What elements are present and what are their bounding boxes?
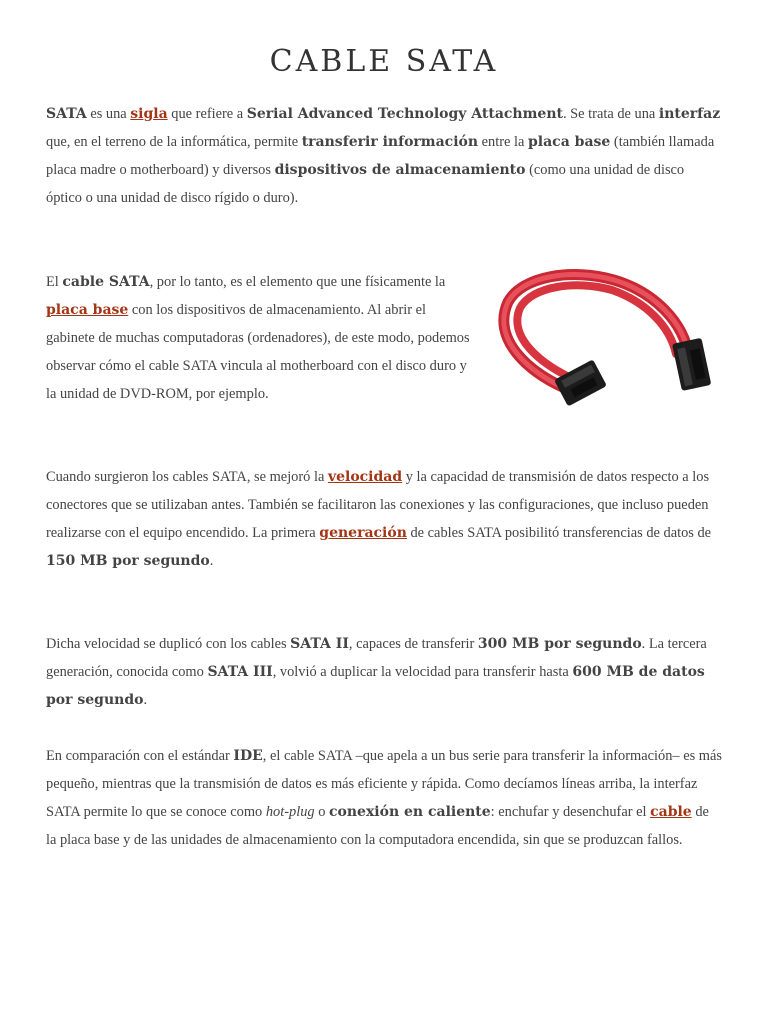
term-sata-ii: SATA II (290, 636, 349, 652)
text: . (209, 553, 214, 569)
text: , el cable SATA –que apela a un bus serie para transferir la información– es más pequeño, mientras que la transmisión de datos es más eficiente y rápida. Como decíamos líneas arriba, la interfaz SATA permite lo que se conoce como (46, 748, 722, 820)
text: que, en el terreno de la informática, permite (46, 134, 302, 150)
term-hot-plug: hot-plug (265, 804, 315, 820)
term-conexion-caliente: conexión en caliente (329, 804, 491, 820)
term-sata-iii: SATA III (207, 664, 273, 680)
text: . Se trata de una (562, 106, 659, 122)
text: es una (86, 106, 131, 122)
link-generacion[interactable]: generación (319, 525, 407, 541)
term-ide: IDE (233, 748, 263, 764)
term-300mb: 300 MB por segundo (477, 636, 642, 652)
paragraph-cable-sata (46, 268, 474, 408)
text: , volvió a duplicar la velocidad para transferir hasta (272, 664, 573, 680)
paragraph-velocidad (46, 463, 732, 575)
text: entre la (478, 134, 528, 150)
text: , por lo tanto, es el elemento que une físicamente la (149, 274, 446, 290)
text: que refiere a (167, 106, 247, 122)
link-cable[interactable]: cable (650, 804, 692, 820)
term-150mb: 150 MB por segundo (46, 553, 210, 569)
paragraph-intro (46, 100, 722, 212)
text: con los dispositivos de almacenamiento. Al abrir el gabinete de muchas computadoras (ordenadores), de este modo, podemos observar cómo el cable SATA vincula al motherboard con el disco duro y la unidad de DVD-ROM, por ejemplo. (46, 302, 470, 402)
page-title: CABLE SATA (269, 44, 499, 79)
link-sigla[interactable]: sigla (130, 106, 168, 122)
text: o (314, 804, 330, 820)
term-sata: SATA (46, 106, 87, 122)
text: Dicha velocidad se duplicó con los cables (46, 636, 291, 652)
text: : enchufar y desenchufar el (490, 804, 651, 820)
text: de cables SATA posibilitó transferencias de datos de (406, 525, 712, 541)
link-placa-base[interactable]: placa base (46, 302, 129, 318)
text: . (143, 692, 148, 708)
link-velocidad[interactable]: velocidad (327, 469, 403, 485)
sata-cable-image (484, 262, 720, 432)
term-dispositivos: dispositivos de almacenamiento (274, 162, 526, 178)
term-placa-base: placa base (528, 134, 611, 150)
text: (como una unidad de disco óptico o una unidad de disco rígido o duro). (46, 162, 685, 206)
text: y la capacidad de transmisión de datos respecto a los conectores que se utilizaban antes. También se facilitaron las conexiones y las configuraciones, que incluso pueden realizarse con el equipo encendido. La primera (46, 469, 710, 541)
text: En comparación con el estándar (46, 748, 234, 764)
text: Cuando surgieron los cables SATA, se mejoró la (46, 469, 328, 485)
text: El (46, 274, 63, 290)
term-serial-ata: Serial Advanced Technology Attachment (246, 106, 563, 122)
sata-cable-icon (484, 262, 720, 432)
term-interfaz: interfaz (658, 106, 721, 122)
term-transferir: transferir información (301, 134, 479, 150)
text: de la placa base y de las unidades de almacenamiento con la computadora encendida, sin que se produzcan fallos. (46, 804, 709, 848)
paragraph-ide-hotplug (46, 742, 722, 854)
paragraph-sata-ii-iii (46, 630, 722, 714)
text: . La tercera generación, conocida como (46, 636, 707, 680)
text: (también llamada placa madre o motherboard) y diversos (46, 134, 715, 178)
term-600mb: 600 MB de datos por segundo (46, 664, 705, 708)
term-cable-sata: cable SATA (62, 274, 150, 290)
text: , capaces de transferir (348, 636, 478, 652)
